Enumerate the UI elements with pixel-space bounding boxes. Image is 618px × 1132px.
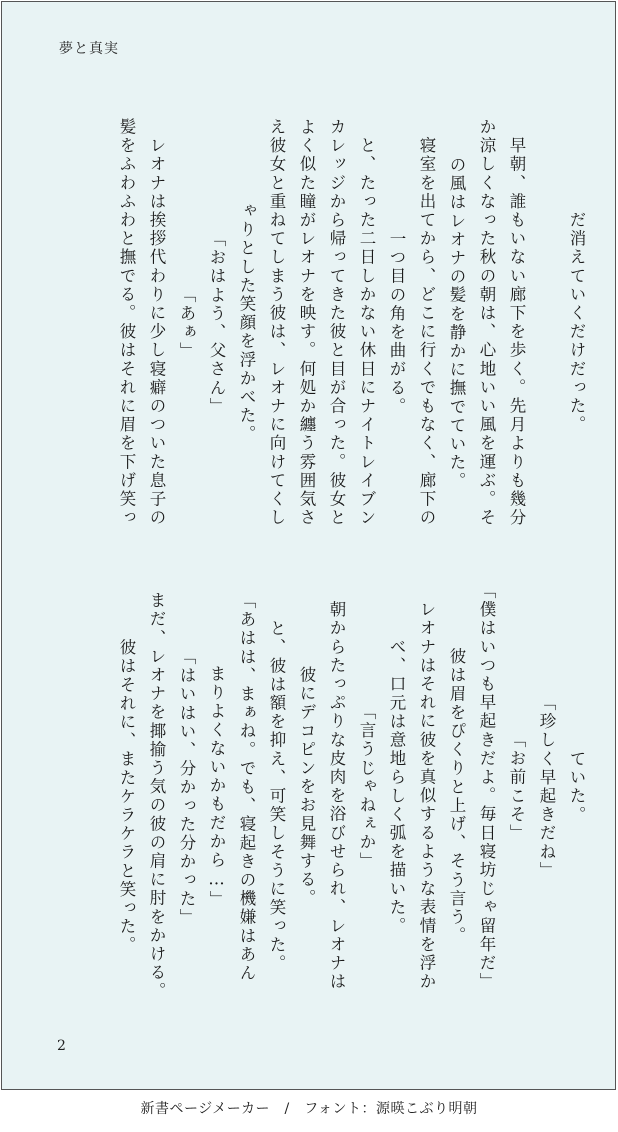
text-column: 「あぁ」: [177, 285, 196, 361]
text-column: 「僕はいつも早起きだよ。毎日寝坊じゃ留年だ」: [477, 582, 496, 992]
text-column: と、彼は額を抑え、可笑しそうに笑った。: [267, 601, 286, 973]
text-column: 「お前こそ」: [507, 731, 526, 843]
footer-credit: 新書ページメーカー / フォント：源暎こぶり明朝: [140, 1101, 478, 1117]
text-column: ゃりとした笑顔を浮かべた。: [237, 202, 256, 444]
text-column: 「あはは、まぁね。でも、寝起きの機嫌はあん: [237, 591, 256, 983]
text-column: 彼は眉をぴくりと上げ、そう言う。: [447, 628, 466, 946]
text-block-lower: [44, 562, 584, 1012]
text-column: 寝室を出てから、どこに行くでもなく、廊下の: [417, 118, 436, 528]
page-title: 夢と真実: [59, 41, 119, 57]
text-column: ていた。: [567, 749, 586, 825]
text-column: レオナは挨拶代わりに少し寝癖のついた息子の: [147, 118, 166, 528]
text-column: だ消えていくだけだった。: [567, 211, 586, 435]
text-column: の風はレオナの髪を静かに撫でていた。: [447, 155, 466, 491]
text-column: カレッジから帰ってきた彼と目が合った。彼女と: [327, 118, 346, 528]
text-column: 「はいはい、分かった分かった」: [177, 647, 196, 927]
text-column: 早朝、誰もいない廊下を歩く。先月よりも幾分: [507, 118, 526, 528]
text-column: 一つ目の角を曲がる。: [387, 230, 406, 416]
text-column: 「おはよう、父さん」: [207, 230, 226, 416]
text-column: 彼はそれに、またケラケラと笑った。: [117, 619, 136, 955]
text-column: まだ、レオナを揶揄う気の彼の肩に肘をかける。: [147, 573, 166, 1001]
text-column: レオナはそれに彼を真似するような表情を浮か: [417, 582, 436, 992]
text-column: よく似た瞳がレオナを映す。何処か纏う雰囲気さ: [297, 118, 316, 528]
text-column: 「珍しく早起きだね」: [537, 694, 556, 880]
text-column: [524, 98, 554, 548]
text-column: か涼しくなった秋の朝は、心地いい風を運ぶ。そ: [477, 118, 496, 528]
text-column: と、たった二日しかない休日にナイトレイブン: [357, 118, 376, 528]
text-column: 髪をふわふわと撫でる。彼はそれに眉を下げ笑っ: [117, 118, 136, 528]
page-number: 2: [57, 1038, 66, 1054]
text-column: べ、口元は意地らしく弧を描いた。: [387, 638, 406, 936]
text-block-upper: [44, 98, 584, 548]
text-column: 朝からたっぷりな皮肉を浴びせられ、レオナは: [327, 582, 346, 992]
text-column: 「言うじゃねぇか」: [357, 703, 376, 871]
manuscript-page: [1, 1, 616, 1090]
text-column: まりよくないかもだから…」: [207, 664, 226, 910]
text-column: 彼にデコピンをお見舞する。: [297, 666, 316, 908]
text-column: え彼女と重ねてしまう彼は、レオナに向けてくし: [267, 118, 286, 528]
